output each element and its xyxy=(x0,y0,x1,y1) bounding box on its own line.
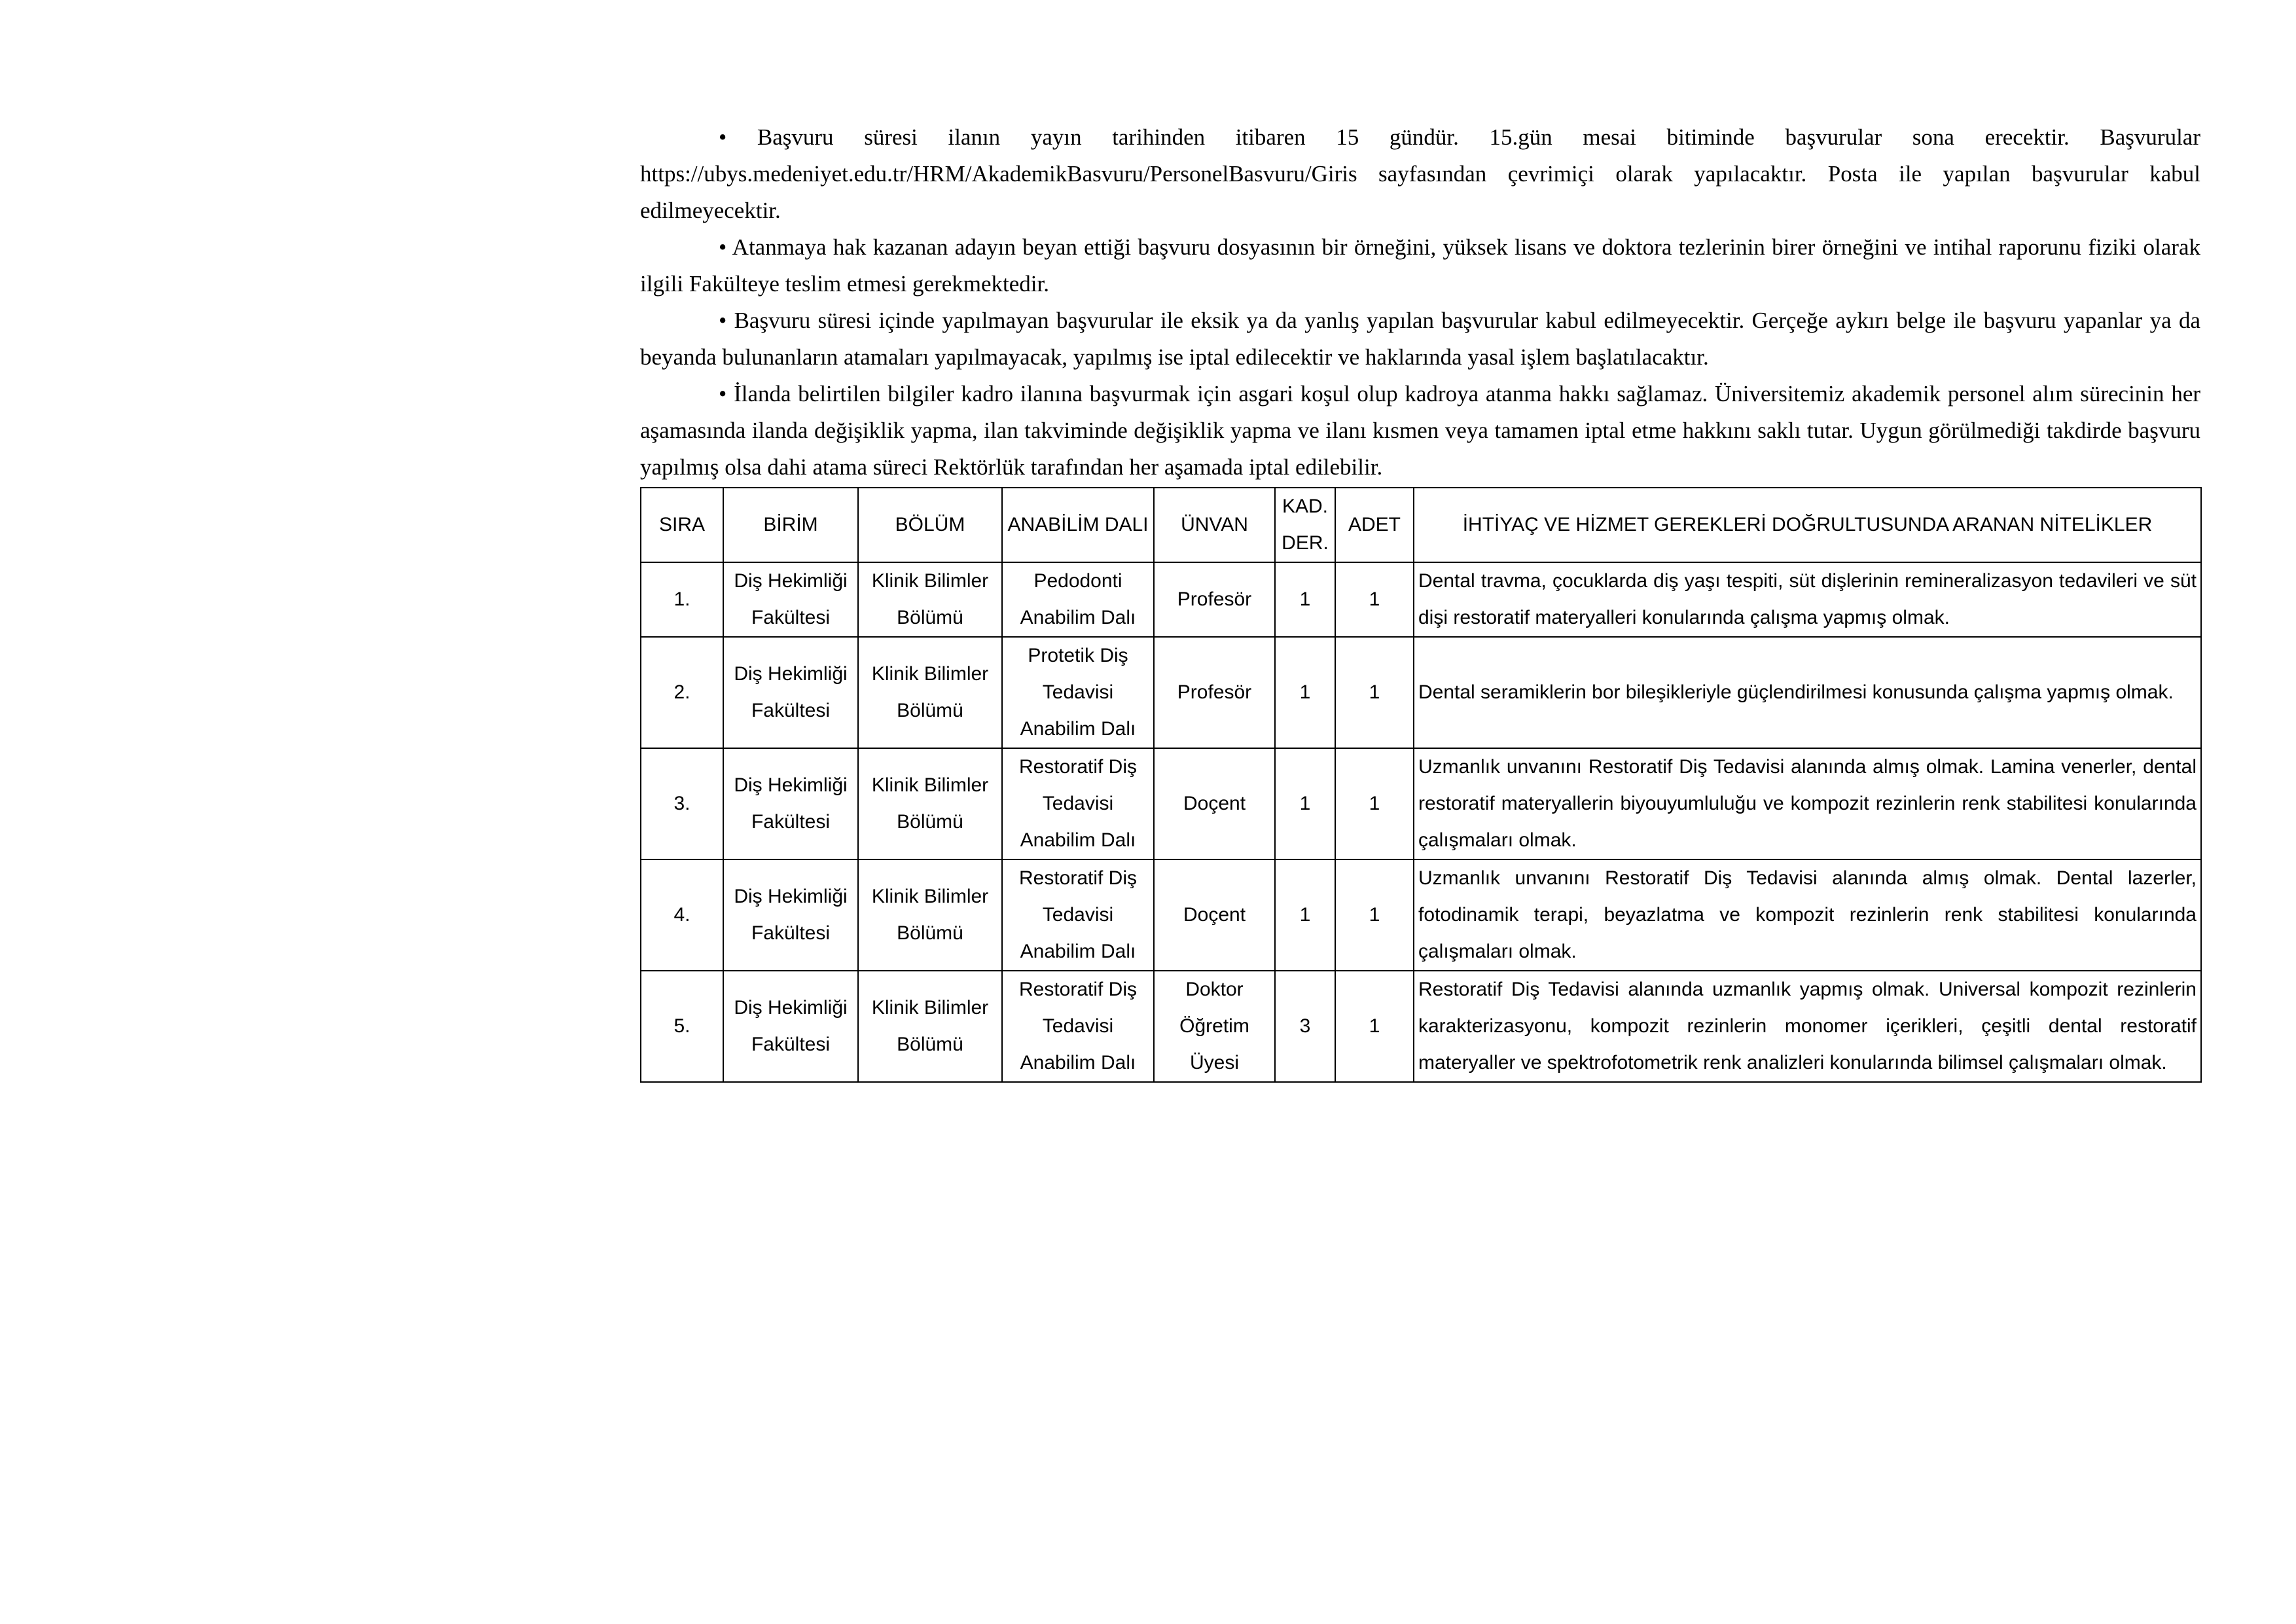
cell-kad: 3 xyxy=(1275,971,1335,1082)
header-anabilim: ANABİLİM DALI xyxy=(1002,488,1154,562)
cell-anabilim: Restoratif Diş Tedavisi Anabilim Dalı xyxy=(1002,971,1154,1082)
cell-bolum: Klinik Bilimler Bölümü xyxy=(858,562,1002,637)
document-content xyxy=(640,119,2200,1083)
bullet: • xyxy=(719,381,727,406)
cell-unvan: Profesör xyxy=(1154,637,1275,748)
table-row xyxy=(641,859,2201,971)
positions-table xyxy=(640,487,2202,1083)
header-kad-der xyxy=(1275,488,1335,562)
cell-bolum: Klinik Bilimler Bölümü xyxy=(858,637,1002,748)
cell-unvan: Doktor Öğretim Üyesi xyxy=(1154,971,1275,1082)
cell-sira: 3. xyxy=(641,748,723,859)
table-header-row xyxy=(641,488,2201,562)
cell-birim: Diş Hekimliği Fakültesi xyxy=(723,748,858,859)
bullet: • xyxy=(719,308,727,333)
cell-adet: 1 xyxy=(1335,637,1414,748)
paragraph-text: Atanmaya hak kazanan adayın beyan ettiği başvuru dosyasının bir örneğini, yüksek lisans ve doktora tezlerinin birer örneğini ve intihal raporunu fiziki olarak ilgili Fakülteye teslim etmesi gerekmektedir. xyxy=(640,234,2200,297)
cell-adet: 1 xyxy=(1335,748,1414,859)
cell-nitelik: Dental seramiklerin bor bileşikleriyle güçlendirilmesi konusunda çalışma yapmış olmak. xyxy=(1414,637,2201,748)
cell-sira: 5. xyxy=(641,971,723,1082)
cell-nitelik: Uzmanlık unvanını Restoratif Diş Tedavisi alanında almış olmak. Dental lazerler, fotodinamik terapi, beyazlatma ve kompozit rezinlerin renk stabilitesi konularında çalışmaları olmak. xyxy=(1414,859,2201,971)
cell-kad: 1 xyxy=(1275,637,1335,748)
cell-kad: 1 xyxy=(1275,859,1335,971)
cell-bolum: Klinik Bilimler Bölümü xyxy=(858,748,1002,859)
header-bolum: BÖLÜM xyxy=(858,488,1002,562)
header-sira: SIRA xyxy=(641,488,723,562)
cell-kad: 1 xyxy=(1275,562,1335,637)
cell-adet: 1 xyxy=(1335,859,1414,971)
cell-adet: 1 xyxy=(1335,971,1414,1082)
header-adet: ADET xyxy=(1335,488,1414,562)
cell-unvan: Profesör xyxy=(1154,562,1275,637)
cell-adet: 1 xyxy=(1335,562,1414,637)
cell-sira: 1. xyxy=(641,562,723,637)
cell-birim: Diş Hekimliği Fakültesi xyxy=(723,562,858,637)
table-row xyxy=(641,637,2201,748)
table-row xyxy=(641,748,2201,859)
table-row xyxy=(641,971,2201,1082)
cell-unvan: Doçent xyxy=(1154,748,1275,859)
table-row xyxy=(641,562,2201,637)
header-unvan: ÜNVAN xyxy=(1154,488,1275,562)
paragraph-rights-reserved xyxy=(640,376,2200,486)
cell-sira: 4. xyxy=(641,859,723,971)
cell-anabilim: Restoratif Diş Tedavisi Anabilim Dalı xyxy=(1002,859,1154,971)
cell-anabilim: Protetik Diş Tedavisi Anabilim Dalı xyxy=(1002,637,1154,748)
paragraph-text: Başvuru süresi içinde yapılmayan başvurular ile eksik ya da yanlış yapılan başvurular kabul edilmeyecektir. Gerçeğe aykırı belge ile başvuru yapanlar ya da beyanda bulunanların atamaları yapılmayacak, yapılmış ise iptal edilecektir ve haklarında yasal işlem başlatılacaktır. xyxy=(640,308,2201,370)
cell-kad: 1 xyxy=(1275,748,1335,859)
cell-sira: 2. xyxy=(641,637,723,748)
paragraph-application-period xyxy=(640,119,2200,229)
cell-birim: Diş Hekimliği Fakültesi xyxy=(723,859,858,971)
cell-anabilim: Pedodonti Anabilim Dalı xyxy=(1002,562,1154,637)
header-nitelik: İHTİYAÇ VE HİZMET GEREKLERİ DOĞRULTUSUNDA ARANAN NİTELİKLER xyxy=(1414,488,2201,562)
bullet: • xyxy=(719,234,727,260)
paragraph-text: Başvuru süresi ilanın yayın tarihinden itibaren 15 gündür. 15.gün mesai bitiminde başvurular sona erecektir. Başvurular https://ubys.medeniyet.edu.tr/HRM/AkademikBasvuru/PersonelBasvuru/Giris sayfasından çevrimiçi olarak yapılacaktır. Posta ile yapılan başvurular kabul edilmeyecektir. xyxy=(640,124,2200,223)
cell-anabilim: Restoratif Diş Tedavisi Anabilim Dalı xyxy=(1002,748,1154,859)
bullet: • xyxy=(719,124,727,150)
cell-nitelik: Uzmanlık unvanını Restoratif Diş Tedavisi alanında almış olmak. Lamina venerler, dental restoratif materyallerin biyouyumluluğu ve kompozit rezinlerin renk stabilitesi konularında çalışmaları olmak. xyxy=(1414,748,2201,859)
cell-birim: Diş Hekimliği Fakültesi xyxy=(723,637,858,748)
cell-birim: Diş Hekimliği Fakültesi xyxy=(723,971,858,1082)
cell-unvan: Doçent xyxy=(1154,859,1275,971)
header-kad-line1: KAD. xyxy=(1282,496,1329,517)
cell-nitelik: Dental travma, çocuklarda diş yaşı tespiti, süt dişlerinin remineralizasyon tedavileri ve süt dişi restoratif materyalleri konularında çalışma yapmış olmak. xyxy=(1414,562,2201,637)
cell-nitelik: Restoratif Diş Tedavisi alanında uzmanlık yapmış olmak. Universal kompozit rezinlerin karakterizasyonu, kompozit rezinlerin monomer içerikleri, çeşitli dental restoratif materyaller ve spektrofotometrik renk analizleri konularında bilimsel çalışmaları olmak. xyxy=(1414,971,2201,1082)
paragraph-text: İlanda belirtilen bilgiler kadro ilanına başvurmak için asgari koşul olup kadroya atanma hakkı sağlamaz. Üniversitemiz akademik personel alım sürecinin her aşamasında ilanda değişiklik yapma, ilan takviminde değişiklik yapma ve ilanı kısmen veya tamamen iptal etme hakkını saklı tutar. Uygun görülmediği takdirde başvuru yapılmış olsa dahi atama süreci Rektörlük tarafından her aşamada iptal edilebilir. xyxy=(640,381,2201,480)
header-kad-line2: DER. xyxy=(1282,532,1329,554)
paragraph-invalid-applications xyxy=(640,302,2200,376)
paragraph-document-submission xyxy=(640,229,2200,302)
cell-bolum: Klinik Bilimler Bölümü xyxy=(858,859,1002,971)
header-birim: BİRİM xyxy=(723,488,858,562)
cell-bolum: Klinik Bilimler Bölümü xyxy=(858,971,1002,1082)
